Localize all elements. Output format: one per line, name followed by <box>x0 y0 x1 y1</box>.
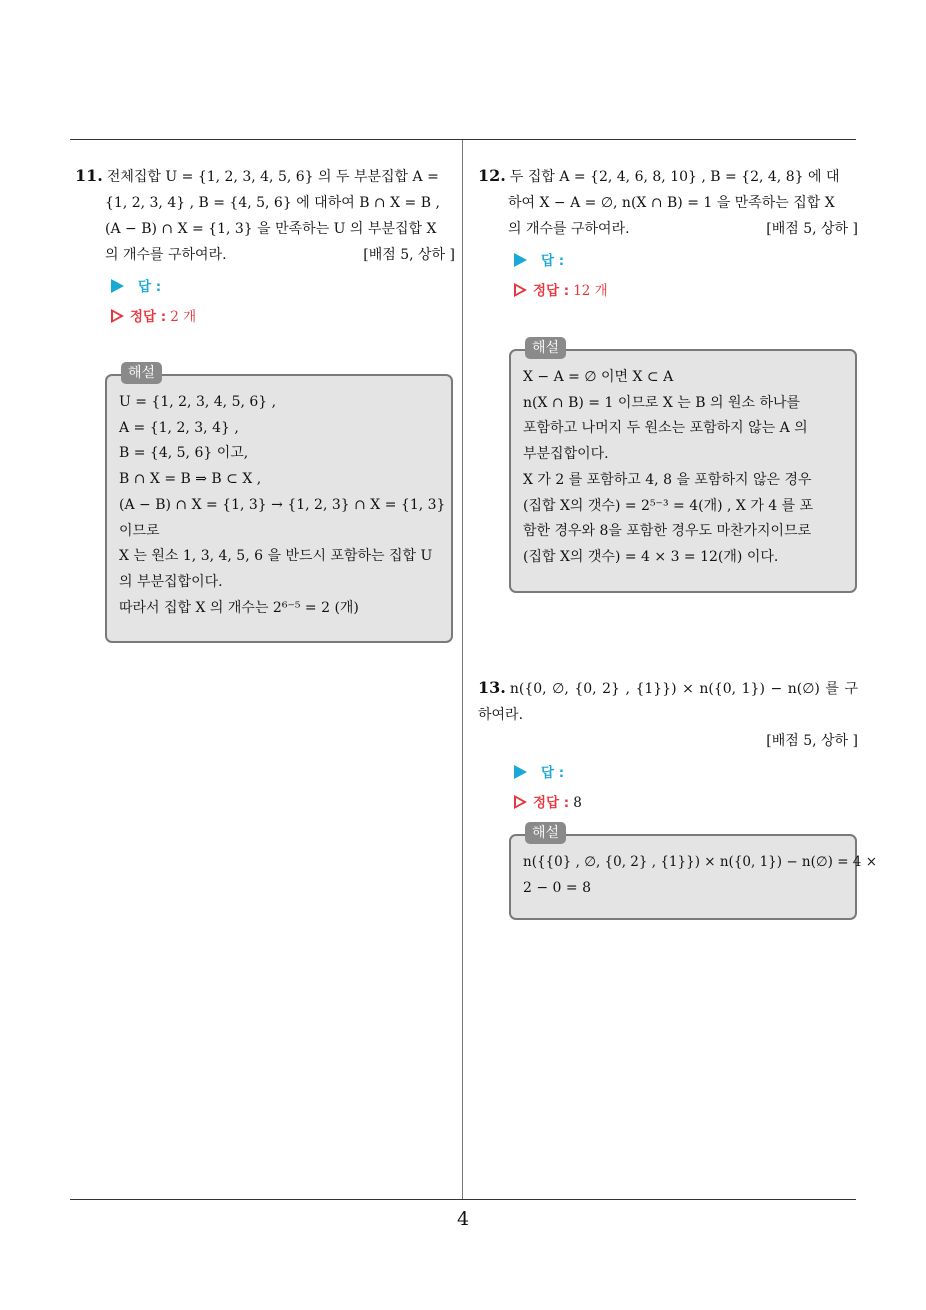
play-arrow-icon <box>514 253 527 267</box>
question-line: 하여 X − A = ∅, n(X ∩ B) = 1 을 만족하는 집합 X <box>508 195 835 211</box>
score-label: [배점 5, 상하 ] <box>363 247 455 263</box>
answer-label: 답 : <box>138 279 162 295</box>
answer-label: 답 : <box>541 253 565 269</box>
solution-tag: 해설 <box>525 822 566 844</box>
solution-tag: 해설 <box>121 362 162 384</box>
footer-rule <box>70 1199 856 1200</box>
question-line: 전체집합 U = {1, 2, 3, 4, 5, 6} 의 두 부분집합 A = <box>106 169 439 185</box>
solution-box-13 <box>509 825 877 920</box>
solution-line: U = {1, 2, 3, 4, 5, 6} , <box>119 394 277 410</box>
correct-label: 정답 : <box>533 795 570 811</box>
score-label: [배점 5, 상하 ] <box>766 221 858 237</box>
page-number: 4 <box>456 1208 470 1230</box>
correct-answer-row <box>111 304 455 330</box>
problem-13 <box>478 675 858 816</box>
solution-line: X − A = ∅ 이면 X ⊂ A <box>523 369 674 385</box>
problem-number: 12. <box>478 166 506 185</box>
problem-12 <box>478 163 858 304</box>
question-text <box>478 163 858 190</box>
solution-line: B = {4, 5, 6} 이고, <box>119 445 249 462</box>
answer-row <box>514 248 858 274</box>
question-text <box>75 163 455 190</box>
question-line: n({0, ∅, {0, 2} , {1}}) × n({0, 1}) − n(∅) 를 구하여라. <box>478 681 858 723</box>
answer-row <box>111 274 455 300</box>
correct-answer-row <box>514 278 858 304</box>
question-line: 두 집합 A = {2, 4, 6, 8, 10} , B = {2, 4, 8} 에 대 <box>509 169 840 185</box>
correct-answer-row <box>514 790 858 816</box>
outline-arrow-icon <box>514 795 527 809</box>
question-line: 의 개수를 구하여라. <box>508 221 630 237</box>
correct-value: 2 개 <box>170 309 197 325</box>
solution-box-12 <box>509 340 857 593</box>
solution-line: n(X ∩ B) = 1 이므로 X 는 B 의 원소 하나를 <box>523 394 801 411</box>
question-line: 의 개수를 구하여라. <box>105 247 227 263</box>
answer-label: 답 : <box>541 765 565 781</box>
problem-number: 11. <box>75 166 103 185</box>
solution-line: X 는 원소 1, 3, 4, 5, 6 을 반드시 포함하는 집합 U <box>119 548 433 565</box>
correct-value: 12 개 <box>573 283 608 299</box>
answer-row <box>514 760 858 786</box>
correct-value: 8 <box>573 795 582 811</box>
solution-line: 함한 경우와 8을 포함한 경우도 마찬가지이므로 <box>523 523 812 540</box>
score-label: [배점 5, 상하 ] <box>766 733 858 749</box>
correct-label: 정답 : <box>130 309 167 325</box>
solution-line: (A − B) ∩ X = {1, 3} → {1, 2, 3} ∩ X = {1, 3} <box>119 496 446 513</box>
question-line: (A − B) ∩ X = {1, 3} 을 만족하는 U 의 부분집합 X <box>105 221 437 237</box>
solution-line: X 가 2 를 포함하고 4, 8 을 포함하지 않은 경우 <box>523 471 812 488</box>
solution-tag: 해설 <box>525 337 566 359</box>
outline-arrow-icon <box>111 309 124 323</box>
problem-11 <box>75 163 455 330</box>
column-divider <box>462 140 463 1199</box>
solution-line: 포함하고 나머지 두 원소는 포함하지 않는 A 의 <box>523 420 808 437</box>
outline-arrow-icon <box>514 283 527 297</box>
header-rule <box>70 139 856 140</box>
solution-line: 따라서 집합 X 의 개수는 2⁶⁻⁵ = 2 (개) <box>119 599 359 616</box>
solution-line: 의 부분집합이다. <box>119 573 223 590</box>
solution-line: (집합 X의 갯수) = 4 × 3 = 12(개) 이다. <box>523 548 779 565</box>
solution-line: n({{0} , ∅, {0, 2} , {1}}) × n({0, 1}) − n(∅) = 4 × <box>523 854 877 870</box>
solution-box-11 <box>105 365 453 643</box>
question-text <box>478 675 858 728</box>
question-line: {1, 2, 3, 4} , B = {4, 5, 6} 에 대하여 B ∩ X = B , <box>105 195 440 211</box>
correct-label: 정답 : <box>533 283 570 299</box>
solution-line: (집합 X의 갯수) = 2⁵⁻³ = 4(개) , X 가 4 를 포 <box>523 497 814 514</box>
solution-line: A = {1, 2, 3, 4} , <box>119 419 239 436</box>
solution-line: 2 − 0 = 8 <box>523 879 591 896</box>
play-arrow-icon <box>111 279 124 293</box>
solution-line: 부분집합이다. <box>523 446 609 463</box>
problem-number: 13. <box>478 678 506 697</box>
play-arrow-icon <box>514 765 527 779</box>
solution-line: 이므로 <box>119 522 160 539</box>
solution-line: B ∩ X = B ⇒ B ⊂ X , <box>119 471 262 488</box>
